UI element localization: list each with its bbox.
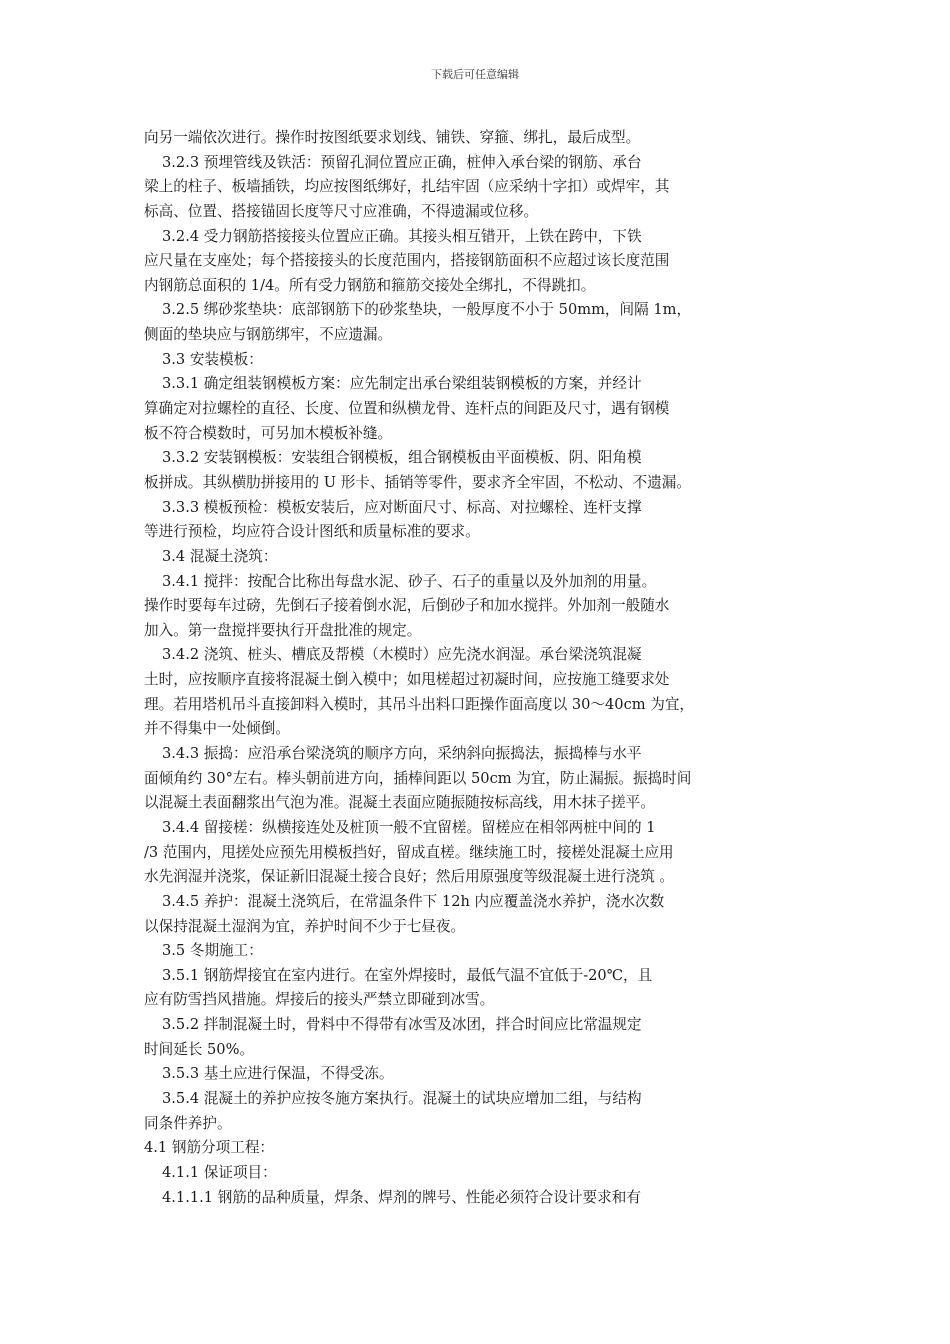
- text-line: 加入。第一盘搅拌要执行开盘批准的规定。: [144, 621, 422, 639]
- text-line: 3.5.3 基土应进行保温，不得受冻。: [162, 1065, 394, 1083]
- text-line: 3.2.4 受力钢筋搭接接头位置应正确。其接头相互错开，上铁在跨中，下铁: [162, 227, 642, 245]
- text-line: 3.2.3 预埋管线及铁活：预留孔洞位置应正确，桩伸入承台梁的钢筋、承台: [162, 153, 642, 171]
- text-line: 土时，应按顺序直接将混凝土倒入模中；如甩槎超过初凝时间，应按施工缝要求处: [144, 671, 670, 689]
- text-line: 3.3.3 模板预检：模板安装后，应对断面尺寸、标高、对拉螺栓、连杆支撑: [162, 498, 642, 516]
- text-line: 向另一端依次进行。操作时按图纸要求划线、铺铁、穿箍、绑扎，最后成型。: [144, 129, 641, 146]
- text-line: 板拼成。其纵横肋拼接用的 U 形卡、插销等零件，要求齐全牢固，不松动、不遗漏。: [144, 473, 691, 491]
- text-line: 3.5.1 钢筋焊接宜在室内进行。在室外焊接时，最低气温不宜低于-20℃，且: [162, 966, 653, 984]
- text-line: 3.4.4 留接槎：纵横接连处及桩顶一般不宜留槎。留槎应在相邻两桩中间的 1: [162, 818, 656, 836]
- text-line: 3.5 冬期施工：: [162, 942, 263, 960]
- text-line: 等进行预检，均应符合设计图纸和质量标准的要求。: [144, 523, 480, 541]
- page-header: 下载后可任意编辑: [431, 68, 519, 81]
- text-line: 标高、位置、搭接锚固长度等尺寸应准确，不得遗漏或位移。: [144, 202, 539, 220]
- text-line: 水先润湿并浇浆，保证新旧混凝土接合良好；然后用原强度等级混凝土进行浇筑 。: [144, 868, 675, 886]
- text-line: 以混凝土表面翻浆出气泡为准。混凝土表面应随振随按标高线，用木抹子搓平。: [144, 794, 655, 812]
- text-line: 4.1 钢筋分项工程：: [144, 1139, 275, 1157]
- text-line: 板不符合模数时，可另加木模板补缝。: [144, 424, 393, 442]
- text-line: 内钢筋总面积的 1/4。所有受力钢筋和箍筋交接处全绑扎，不得跳扣。: [144, 276, 596, 294]
- text-line: 并不得集中一处倾倒。: [144, 720, 290, 738]
- text-line: 3.4.3 振捣：应沿承台梁浇筑的顺序方向，采纳斜向振捣法，振捣棒与水平: [162, 745, 642, 763]
- document-body: [144, 126, 769, 1210]
- text-line: 应尺量在支座处；每个搭接接头的长度范围内，搭接钢筋面积不应超过该长度范围: [144, 252, 670, 270]
- text-line: 梁上的柱子、板墙插铁，均应按图纸绑好，扎结牢固（应采纳十字扣）或焊牢，其: [144, 178, 670, 196]
- text-line: 4.1.1.1 钢筋的品种质量，焊条、焊剂的牌号、性能必须符合设计要求和有: [162, 1188, 641, 1206]
- text-line: 时间延长 50%。: [144, 1040, 255, 1058]
- text-line: 3.3.2 安装钢模板：安装组合钢模板，组合钢模板由平面模板、阴、阳角模: [162, 449, 642, 467]
- text-line: 3.4.1 搅拌：按配合比称出每盘水泥、砂子、石子的重量以及外加剂的用量。: [162, 572, 657, 590]
- text-line: 3.5.2 拌制混凝土时，骨料中不得带有冰雪及冰团，拌合时间应比常温规定: [162, 1016, 642, 1034]
- text-line: 4.1.1 保证项目：: [162, 1163, 277, 1181]
- text-line: 3.3.1 确定组装钢模板方案：应先制定出承台梁组装钢模板的方案，并经计: [162, 375, 642, 393]
- text-line: 同条件养护。: [144, 1114, 232, 1132]
- text-line: 3.4.2 浇筑、桩头、槽底及帮模（木模时）应先浇水润湿。承台梁浇筑混凝: [162, 646, 642, 664]
- text-line: 面倾角约 30°左右。棒头朝前进方向，插棒间距以 50cm 为宜，防止漏振。振捣时间: [144, 769, 692, 787]
- text-line: /3 范围内，甩搓处应预先用模板挡好，留成直槎。继续施工时，接槎处混凝土应用: [144, 843, 674, 861]
- text-line: 应有防雪挡风措施。焊接后的接头严禁立即碰到冰雪。: [144, 991, 495, 1009]
- text-line: 3.2.5 绑砂浆垫块：底部钢筋下的砂浆垫块，一般厚度不小于 50mm，间隔 1m，: [162, 301, 692, 319]
- text-line: 3.4 混凝土浇筑：: [162, 547, 278, 565]
- text-line: 3.5.4 混凝土的养护应按冬施方案执行。混凝土的试块应增加二组，与结构: [162, 1089, 642, 1107]
- text-line: 3.3 安装模板：: [162, 350, 263, 368]
- text-line: 算确定对拉螺栓的直径、长度、位置和纵横龙骨、连杆点的间距及尺寸，遇有钢模: [144, 400, 670, 418]
- text-line: 操作时要每车过磅，先倒石子接着倒水泥，后倒砂子和加水搅拌。外加剂一般随水: [144, 597, 670, 615]
- text-line: 侧面的垫块应与钢筋绑牢，不应遗漏。: [144, 326, 393, 344]
- text-line: 理。若用塔机吊斗直接卸料入模时，其吊斗出料口距操作面高度以 30～40cm 为宜，: [144, 695, 695, 713]
- text-line: 以保持混凝土湿润为宜，养护时间不少于七昼夜。: [144, 917, 466, 935]
- text-line: 3.4.5 养护：混凝土浇筑后，在常温条件下 12h 内应覆盖浇水养护，浇水次数: [162, 892, 665, 910]
